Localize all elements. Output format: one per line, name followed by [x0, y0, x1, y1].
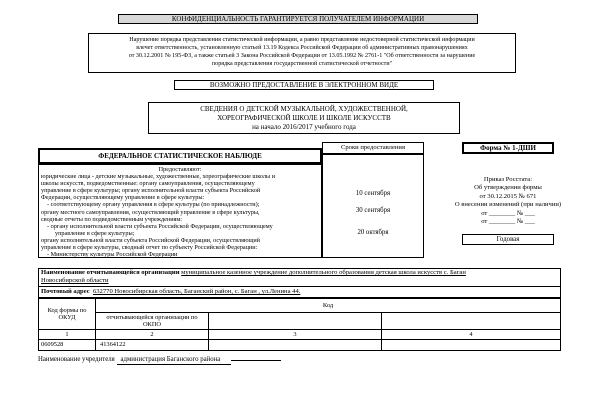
electronic-submission-notice: ВОЗМОЖНО ПРЕДОСТАВЛЕНИЕ В ЭЛЕКТРОННОМ ВИДЕ [174, 80, 434, 90]
respondent-line: органу местного самоуправления, осуществляющий управление в сфере культуры, [41, 208, 260, 216]
respondent-line: - соответствующему органу управления в сфере культуры (по принадлежности); [47, 201, 260, 209]
founder-row [38, 356, 458, 365]
confidentiality-banner: КОНФИДЕНЦИАЛЬНОСТЬ ГАРАНТИРУЕТСЯ ПОЛУЧАТЕЛЕМ ИНФОРМАЦИИ [118, 14, 478, 24]
okpo-header: отчитывающейся организации по ОКПО [96, 313, 209, 330]
postal-address-value: 632770 Новосибирская область, Баганский район, с. Баган , ул.Ленина 44. [92, 288, 301, 295]
title-line: на начало 2016/2017 учебного года [252, 123, 356, 131]
column-number: 1 [39, 330, 96, 340]
respondent-line: управление в сфере культуры, сводный отчет по субъекту Российской Федерации: [41, 244, 258, 252]
respondent-line: управление в сфере культуры; [55, 229, 135, 237]
organization-name-row [41, 269, 559, 277]
postal-address-label: Почтовый адрес [41, 288, 90, 295]
respondent-line: - Министерству культуры Российской Федерации [47, 251, 178, 258]
code-col-3-value [209, 340, 382, 351]
form-code-header: Код формы по ОКУД [39, 299, 96, 330]
respondent-line: школы искусств, подведомственные: органу самоуправления, осуществляющему [41, 180, 255, 188]
deadline-column [322, 154, 424, 258]
warning-line: Нарушение порядка представления статистической информации, а равно представление недостоверной статистической информации [129, 37, 475, 43]
column-number: 2 [96, 330, 209, 340]
warning-line: от 30.12.2001 № 195-ФЗ, а также статьей 3 Закона Российской Федерации от 13.05.1992 № 2761-1 "Об ответственности за нарушение [128, 53, 476, 59]
organization-name-label: Наименование отчитывающейся организации [41, 269, 180, 276]
order-line: О внесении изменений (при наличии) [454, 201, 562, 209]
organization-name-row2 [41, 277, 341, 285]
organization-divider [38, 286, 561, 287]
provide-label: Предоставляют: [158, 166, 202, 173]
federal-observation-header: ФЕДЕРАЛЬНОЕ СТАТИСТИЧЕСКОЕ НАБЛЮДЕ [38, 148, 322, 164]
code-header: Код [96, 299, 561, 313]
respondents-cell [38, 164, 322, 258]
respondent-line: юридические лица - детские музыкальные, художественные, хореографические школы и [41, 173, 276, 181]
order-info [440, 176, 576, 226]
column-number: 4 [382, 330, 561, 340]
code-col-3-header [209, 313, 382, 330]
liability-warning [88, 33, 516, 73]
code-col-4-value [382, 340, 561, 351]
order-line: от ________ № ___ [481, 209, 535, 217]
postal-address-row [41, 288, 559, 296]
founder-value: администрация Баганского района [117, 356, 231, 365]
deadline-2: 30 сентября [355, 207, 391, 214]
column-number: 3 [209, 330, 382, 340]
warning-line: влечет ответственность, установленную статьей 13.19 Кодекса Российской Федерации об административных правонарушениях [136, 45, 468, 51]
order-line: от 30.12.2015 № 671 [479, 192, 537, 200]
order-line: от ________ № ___ [481, 218, 535, 226]
code-col-4-header [382, 313, 561, 330]
founder-underline [231, 360, 281, 361]
title-line: ХОРЕОГРАФИЧЕСКОЙ ШКОЛЕ И ШКОЛЕ ИСКУССТВ [217, 114, 391, 122]
deadline-3: 20 октября [357, 229, 389, 236]
okud-code-value: 0609528 [39, 340, 96, 351]
respondent-line: органу исполнительной власти субъекта Российской Федерации, осуществляющий [41, 236, 260, 244]
warning-line: порядка представления государственной статистической отчетности" [211, 61, 393, 67]
organization-name-value-2: Новосибирской области [41, 277, 109, 284]
form-title [148, 102, 460, 134]
okpo-code-value: 41364122 [96, 340, 209, 351]
periodicity-cell: Годовая [462, 234, 554, 245]
organization-name-value: муниципальное казенное учреждение дополнительного образования детская школа искусств с. Баган [181, 269, 466, 276]
order-line: Об утверждении формы [474, 184, 542, 192]
founder-label: Наименование учредителя [38, 356, 115, 363]
respondent-line: сводные отчеты по подведомственным учреждениям: [41, 215, 182, 223]
respondent-line: управление в сфере культуры; органу исполнительной власти субъекта Российской [41, 187, 261, 195]
form-number-badge: Форма № 1-ДШИ [462, 142, 554, 154]
respondent-line: - органу исполнительной власти субъекта Российской Федерации, осуществляющему [47, 222, 273, 230]
deadline-header: Сроки предоставления [322, 142, 424, 154]
respondent-line: Федерации, осуществляющему управление в сфере культуры: [41, 194, 205, 202]
title-line: СВЕДЕНИЯ О ДЕТСКОЙ МУЗЫКАЛЬНОЙ, ХУДОЖЕСТВЕННОЙ, [200, 105, 408, 113]
order-line: Приказ Росстата: [483, 176, 533, 183]
codes-table [38, 298, 561, 351]
deadline-1: 10 сентября [355, 190, 391, 197]
